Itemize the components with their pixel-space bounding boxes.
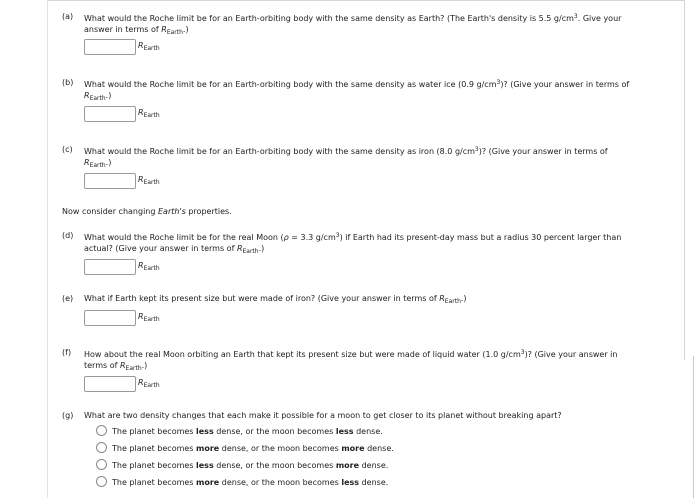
option-text: The planet becomes xyxy=(112,427,197,436)
answer-b-unit xyxy=(138,108,160,119)
question-f xyxy=(62,347,617,374)
unit-r: R xyxy=(138,41,144,50)
radio-button[interactable] xyxy=(96,476,107,487)
answer-a-unit xyxy=(138,41,160,52)
r-subscript: Earth xyxy=(242,248,259,255)
radio-option-2[interactable] xyxy=(96,442,394,453)
option-text: dense, or the moon becomes xyxy=(219,444,342,453)
scrollbar-track[interactable] xyxy=(693,356,694,498)
note-text-2: properties. xyxy=(185,207,232,216)
question-c-label: (c) xyxy=(62,145,73,154)
option-bold: more xyxy=(341,444,365,453)
unit-r: R xyxy=(138,378,144,387)
r-subscript: Earth xyxy=(444,298,461,305)
option-bold: more xyxy=(196,444,220,453)
question-d-text-2: = 3.3 g/cm xyxy=(288,233,336,242)
question-f-label: (f) xyxy=(62,348,72,357)
question-d-label: (d) xyxy=(62,231,74,240)
question-f-text-3: terms of xyxy=(84,361,120,370)
rho-symbol: ρ xyxy=(283,233,289,242)
option-text: dense, or the moon becomes xyxy=(219,478,342,487)
superscript: 3 xyxy=(496,79,501,86)
unit-r: R xyxy=(138,312,144,321)
radio-button[interactable] xyxy=(96,459,107,470)
unit-sub: Earth xyxy=(143,45,160,52)
option-bold: less xyxy=(341,478,360,487)
question-e-label: (e) xyxy=(62,294,74,303)
superscript: 3 xyxy=(335,232,340,239)
r-subscript: Earth xyxy=(89,95,106,102)
question-e xyxy=(62,293,467,307)
r-symbol: R xyxy=(84,91,90,100)
question-c-text-2: )? (Give your answer in terms of xyxy=(478,147,608,156)
option-text: dense. xyxy=(359,461,389,470)
answer-f-input[interactable] xyxy=(84,376,136,392)
unit-r: R xyxy=(138,108,144,117)
question-g-text: What are two density changes that each make it possible for a moon to get closer to its planet without breaking apart? xyxy=(84,411,562,420)
question-g xyxy=(62,410,562,421)
question-f-text-2: )? (Give your answer in xyxy=(524,350,618,359)
section-note xyxy=(62,207,232,216)
r-symbol: R xyxy=(84,158,90,167)
unit-sub: Earth xyxy=(143,179,160,186)
panel-top-border xyxy=(47,0,685,1)
question-g-label: (g) xyxy=(62,411,74,420)
unit-r: R xyxy=(138,175,144,184)
option-text: dense. xyxy=(359,478,389,487)
r-subscript: Earth xyxy=(89,162,106,169)
unit-sub: Earth xyxy=(143,316,160,323)
question-f-text-4: .) xyxy=(141,361,148,370)
superscript: 3 xyxy=(520,349,525,356)
question-c-text-3: .) xyxy=(105,158,112,167)
question-c-text: What would the Roche limit be for an Earth-orbiting body with the same density as iron (8.0 g/cm xyxy=(84,147,475,156)
radio-button[interactable] xyxy=(96,442,107,453)
question-a-text-3: answer in terms of xyxy=(84,25,162,34)
radio-option-4[interactable] xyxy=(96,476,388,487)
option-bold: less xyxy=(196,461,214,470)
superscript: 3 xyxy=(573,13,578,20)
question-b-text: What would the Roche limit be for an Earth-orbiting body with the same density as water ice (0.9 g/cm xyxy=(84,80,497,89)
answer-e-unit xyxy=(138,312,160,323)
radio-option-1[interactable] xyxy=(96,425,383,436)
question-c xyxy=(62,144,608,171)
answer-b-input[interactable] xyxy=(84,106,136,122)
question-d xyxy=(62,230,621,257)
question-d-text-4: actual? (Give your answer in terms of xyxy=(84,244,237,253)
question-a-text: What would the Roche limit be for an Earth-orbiting body with the same density as Earth? (The Earth's density is 5.5 g/cm xyxy=(84,14,574,23)
radio-option-3[interactable] xyxy=(96,459,388,470)
question-b-text-2: )? (Give your answer in terms of xyxy=(500,80,630,89)
unit-r: R xyxy=(138,261,144,270)
option-bold: more xyxy=(196,478,220,487)
option-text: dense, or the moon becomes xyxy=(213,461,336,470)
answer-d-unit xyxy=(138,261,160,272)
question-b-text-3: .) xyxy=(105,91,112,100)
r-subscript: Earth xyxy=(166,29,183,36)
answer-a-input[interactable] xyxy=(84,39,136,55)
question-e-text-2: .) xyxy=(460,294,467,303)
option-text: The planet becomes xyxy=(112,461,197,470)
option-text: The planet becomes xyxy=(112,444,197,453)
option-bold: less xyxy=(335,427,354,436)
question-d-text-5: .) xyxy=(258,244,265,253)
r-symbol: R xyxy=(119,361,126,370)
answer-c-input[interactable] xyxy=(84,173,136,189)
note-emphasis: Earth's xyxy=(157,207,186,216)
r-symbol: R xyxy=(439,294,445,303)
unit-sub: Earth xyxy=(143,112,160,119)
question-d-text-3: ) if Earth had its present-day mass but a radius 30 percent larger than xyxy=(339,233,622,242)
question-b-label: (b) xyxy=(62,78,74,87)
option-text: dense, or the moon becomes xyxy=(213,427,336,436)
option-bold: less xyxy=(196,427,214,436)
option-bold: more xyxy=(335,461,360,470)
option-text: dense. xyxy=(364,444,394,453)
question-f-text: How about the real Moon orbiting an Earth that kept its present size but were made of liquid water (1.0 g/cm xyxy=(84,350,521,359)
superscript: 3 xyxy=(474,146,479,153)
radio-button[interactable] xyxy=(96,425,107,436)
note-text: Now consider changing xyxy=(62,207,158,216)
answer-e-input[interactable] xyxy=(84,310,136,326)
question-a-text-4: .) xyxy=(182,25,189,34)
question-e-text: What if Earth kept its present size but were made of iron? (Give your answer in terms of xyxy=(84,294,440,303)
unit-sub: Earth xyxy=(143,265,160,272)
option-text: The planet becomes xyxy=(112,478,197,487)
option-text: dense. xyxy=(353,427,383,436)
answer-f-unit xyxy=(138,378,160,389)
answer-d-input[interactable] xyxy=(84,259,136,275)
r-subscript: Earth xyxy=(125,365,142,372)
question-d-text: What would the Roche limit be for the real Moon ( xyxy=(84,233,284,242)
answer-c-unit xyxy=(138,175,160,186)
question-a-label: (a) xyxy=(62,12,74,21)
panel-right-border xyxy=(684,0,685,360)
question-a xyxy=(62,11,621,38)
r-symbol: R xyxy=(161,25,167,34)
r-symbol: R xyxy=(236,244,243,253)
unit-sub: Earth xyxy=(143,382,160,389)
panel-left-border xyxy=(47,0,48,498)
question-b xyxy=(62,77,629,104)
question-a-text-2: . Give your xyxy=(577,14,622,23)
